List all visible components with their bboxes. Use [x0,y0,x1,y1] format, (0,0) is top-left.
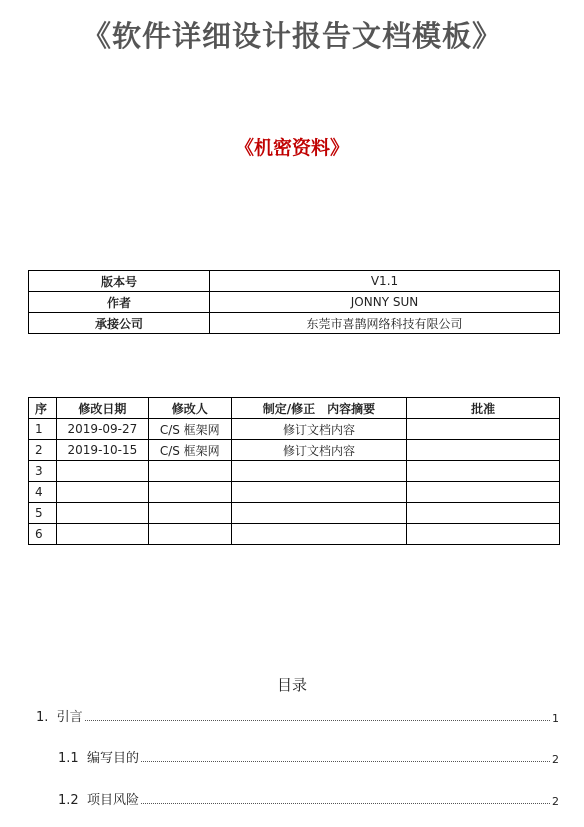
toc-entry-label[interactable]: 1.1 编写目的 [58,751,139,766]
table-row [29,461,560,482]
cell-summary [231,482,407,503]
cell-summary [231,461,407,482]
table-row [29,419,560,440]
col-header-summary: 制定/修正 内容摘要 [231,398,407,419]
info-key: 作者 [29,292,210,313]
table-row [29,440,560,461]
cell-editor [148,524,231,545]
cell-editor: C/S 框架网 [148,419,231,440]
col-header-date: 修改日期 [56,398,148,419]
cell-seq: 2 [29,440,57,461]
cell-summary: 修订文档内容 [231,419,407,440]
cell-editor [148,461,231,482]
cell-seq: 5 [29,503,57,524]
cell-approval [407,524,560,545]
cell-approval [407,440,560,461]
table-row [29,482,560,503]
cell-approval [407,461,560,482]
table-row [29,292,560,313]
cell-date: 2019-10-15 [56,440,148,461]
toc-title: 目录 [276,676,307,694]
cell-editor [148,503,231,524]
col-header-approval: 批准 [407,398,560,419]
cell-approval [407,503,560,524]
toc-entry-page: 1 [552,712,559,725]
table-row [29,271,560,292]
col-header-editor: 修改人 [148,398,231,419]
table-row [29,503,560,524]
toc-leader-dots [141,761,550,762]
revision-history-table [28,397,560,545]
cell-date [56,461,148,482]
cell-editor [148,482,231,503]
cell-approval [407,419,560,440]
info-key: 版本号 [29,271,210,292]
toc-entry[interactable] [58,789,559,808]
toc-leader-dots [141,803,550,804]
toc-entry[interactable] [58,747,559,766]
confidential-label: 《机密资料》 [234,137,349,159]
toc-entry-page: 2 [552,753,559,766]
cell-date [56,503,148,524]
cell-summary [231,503,407,524]
cell-seq: 6 [29,524,57,545]
cell-summary [231,524,407,545]
info-value: JONNY SUN [210,292,560,313]
toc-entry[interactable] [36,706,559,725]
table-header-row [29,398,560,419]
cell-seq: 4 [29,482,57,503]
document-title: 《软件详细设计报告文档模板》 [81,19,502,53]
cell-date [56,524,148,545]
cell-approval [407,482,560,503]
info-value: V1.1 [210,271,560,292]
cell-seq: 3 [29,461,57,482]
cell-date [56,482,148,503]
cell-seq: 1 [29,419,57,440]
cell-date: 2019-09-27 [56,419,148,440]
table-row [29,313,560,334]
cell-editor: C/S 框架网 [148,440,231,461]
toc-leader-dots [85,720,550,721]
version-info-table [28,270,560,334]
table-row [29,524,560,545]
col-header-seq: 序 [29,398,57,419]
toc-entry-label[interactable]: 1.2 项目风险 [58,793,139,808]
info-key: 承接公司 [29,313,210,334]
toc-entry-page: 2 [552,795,559,808]
toc-entry-label[interactable]: 1. 引言 [36,710,83,725]
cell-summary: 修订文档内容 [231,440,407,461]
info-value: 东莞市喜鹊网络科技有限公司 [210,313,560,334]
